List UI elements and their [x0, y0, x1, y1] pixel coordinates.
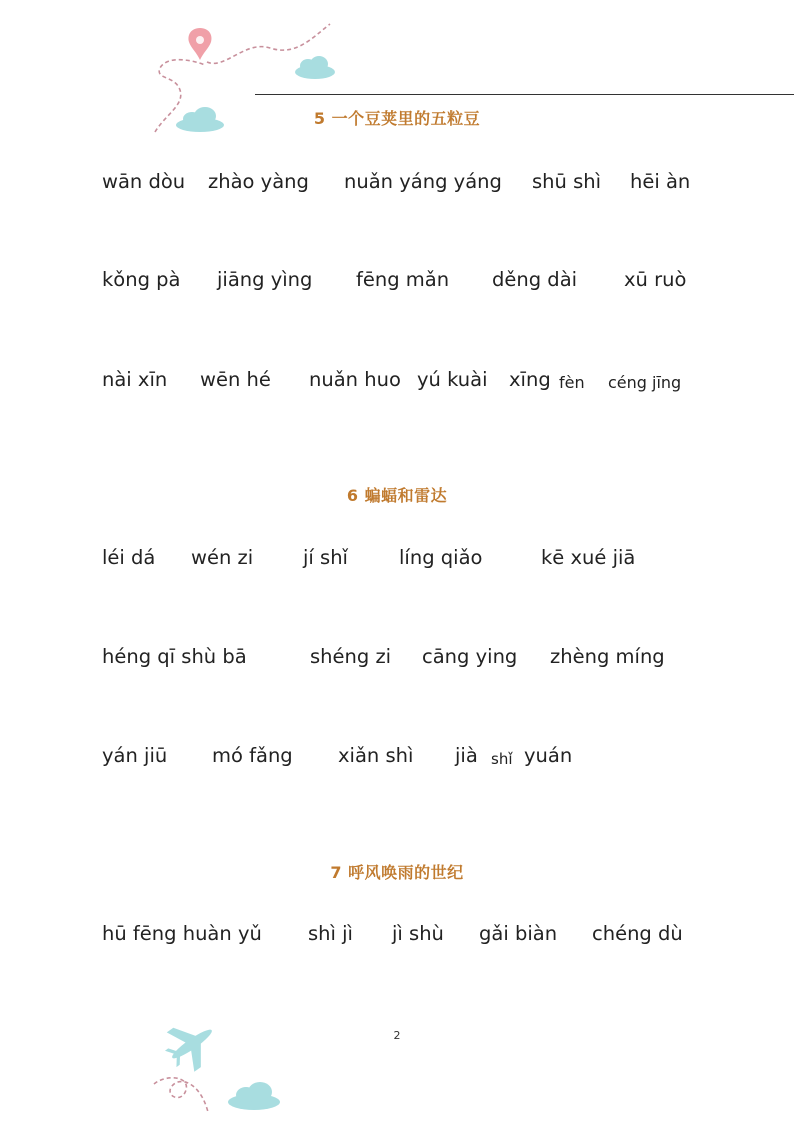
- pinyin-word: jì shù: [392, 922, 444, 945]
- pinyin-word: jià: [455, 744, 478, 767]
- pinyin-word: zhào yàng: [208, 170, 309, 193]
- lesson-title: 7 呼风唤雨的世纪: [330, 863, 464, 882]
- pinyin-word: kǒng pà: [102, 268, 181, 291]
- pinyin-word: wān dòu: [102, 170, 186, 193]
- pinyin-word: gǎi biàn: [479, 922, 558, 945]
- pinyin-word: wén zi: [191, 546, 254, 569]
- dashed-path: [207, 24, 330, 63]
- pinyin-word: céng jīng: [608, 373, 682, 392]
- header-rule: [255, 94, 794, 95]
- pinyin-word: xīng: [509, 368, 551, 391]
- pinyin-word: jiāng yìng: [217, 268, 313, 291]
- pinyin-word: kē xué jiā: [541, 546, 636, 569]
- pinyin-word: děng dài: [492, 268, 578, 291]
- pinyin-word: héng qī shù bā: [102, 645, 247, 668]
- cloud-icon: [228, 1082, 280, 1110]
- pinyin-word: nuǎn huo: [309, 368, 401, 391]
- pinyin-word: yú kuài: [417, 368, 488, 391]
- pinyin-word: líng qiǎo: [399, 546, 483, 569]
- pinyin-word: mó fǎng: [212, 744, 293, 767]
- lesson-title: 6 蝙蝠和雷达: [346, 486, 448, 505]
- pinyin-word: shū shì: [532, 170, 602, 193]
- pinyin-word: hū fēng huàn yǔ: [102, 922, 262, 945]
- pinyin-word: fèn: [559, 373, 585, 392]
- pinyin-word: nài xīn: [102, 368, 168, 391]
- pinyin-word: yuán: [524, 744, 573, 767]
- lesson-title: 5 一个豆荚里的五粒豆: [313, 109, 481, 128]
- pinyin-word: wēn hé: [200, 368, 271, 391]
- pinyin-word: fēng mǎn: [356, 268, 450, 291]
- airplane-icon: [157, 1012, 225, 1079]
- pinyin-word: xū ruò: [624, 268, 687, 291]
- pinyin-word: shǐ: [491, 750, 513, 768]
- pinyin-word: hēi àn: [630, 170, 691, 193]
- dashed-path: [154, 1078, 208, 1112]
- pinyin-word: zhèng míng: [550, 645, 665, 668]
- pinyin-word: xiǎn shì: [338, 744, 414, 767]
- cloud-icon: [295, 56, 335, 79]
- map-pin-icon: [188, 28, 211, 60]
- pinyin-word: chéng dù: [592, 922, 683, 945]
- pinyin-word: shéng zi: [310, 645, 392, 668]
- pinyin-word: yán jiū: [102, 744, 168, 767]
- pinyin-word: shì jì: [308, 922, 353, 945]
- pinyin-word: nuǎn yáng yáng: [344, 170, 502, 193]
- pinyin-word: jí shǐ: [303, 546, 348, 569]
- page-number: 2: [393, 1029, 401, 1042]
- pinyin-word: cāng ying: [422, 645, 518, 668]
- pinyin-word: léi dá: [102, 546, 156, 569]
- bottom-decoration: [150, 1012, 290, 1120]
